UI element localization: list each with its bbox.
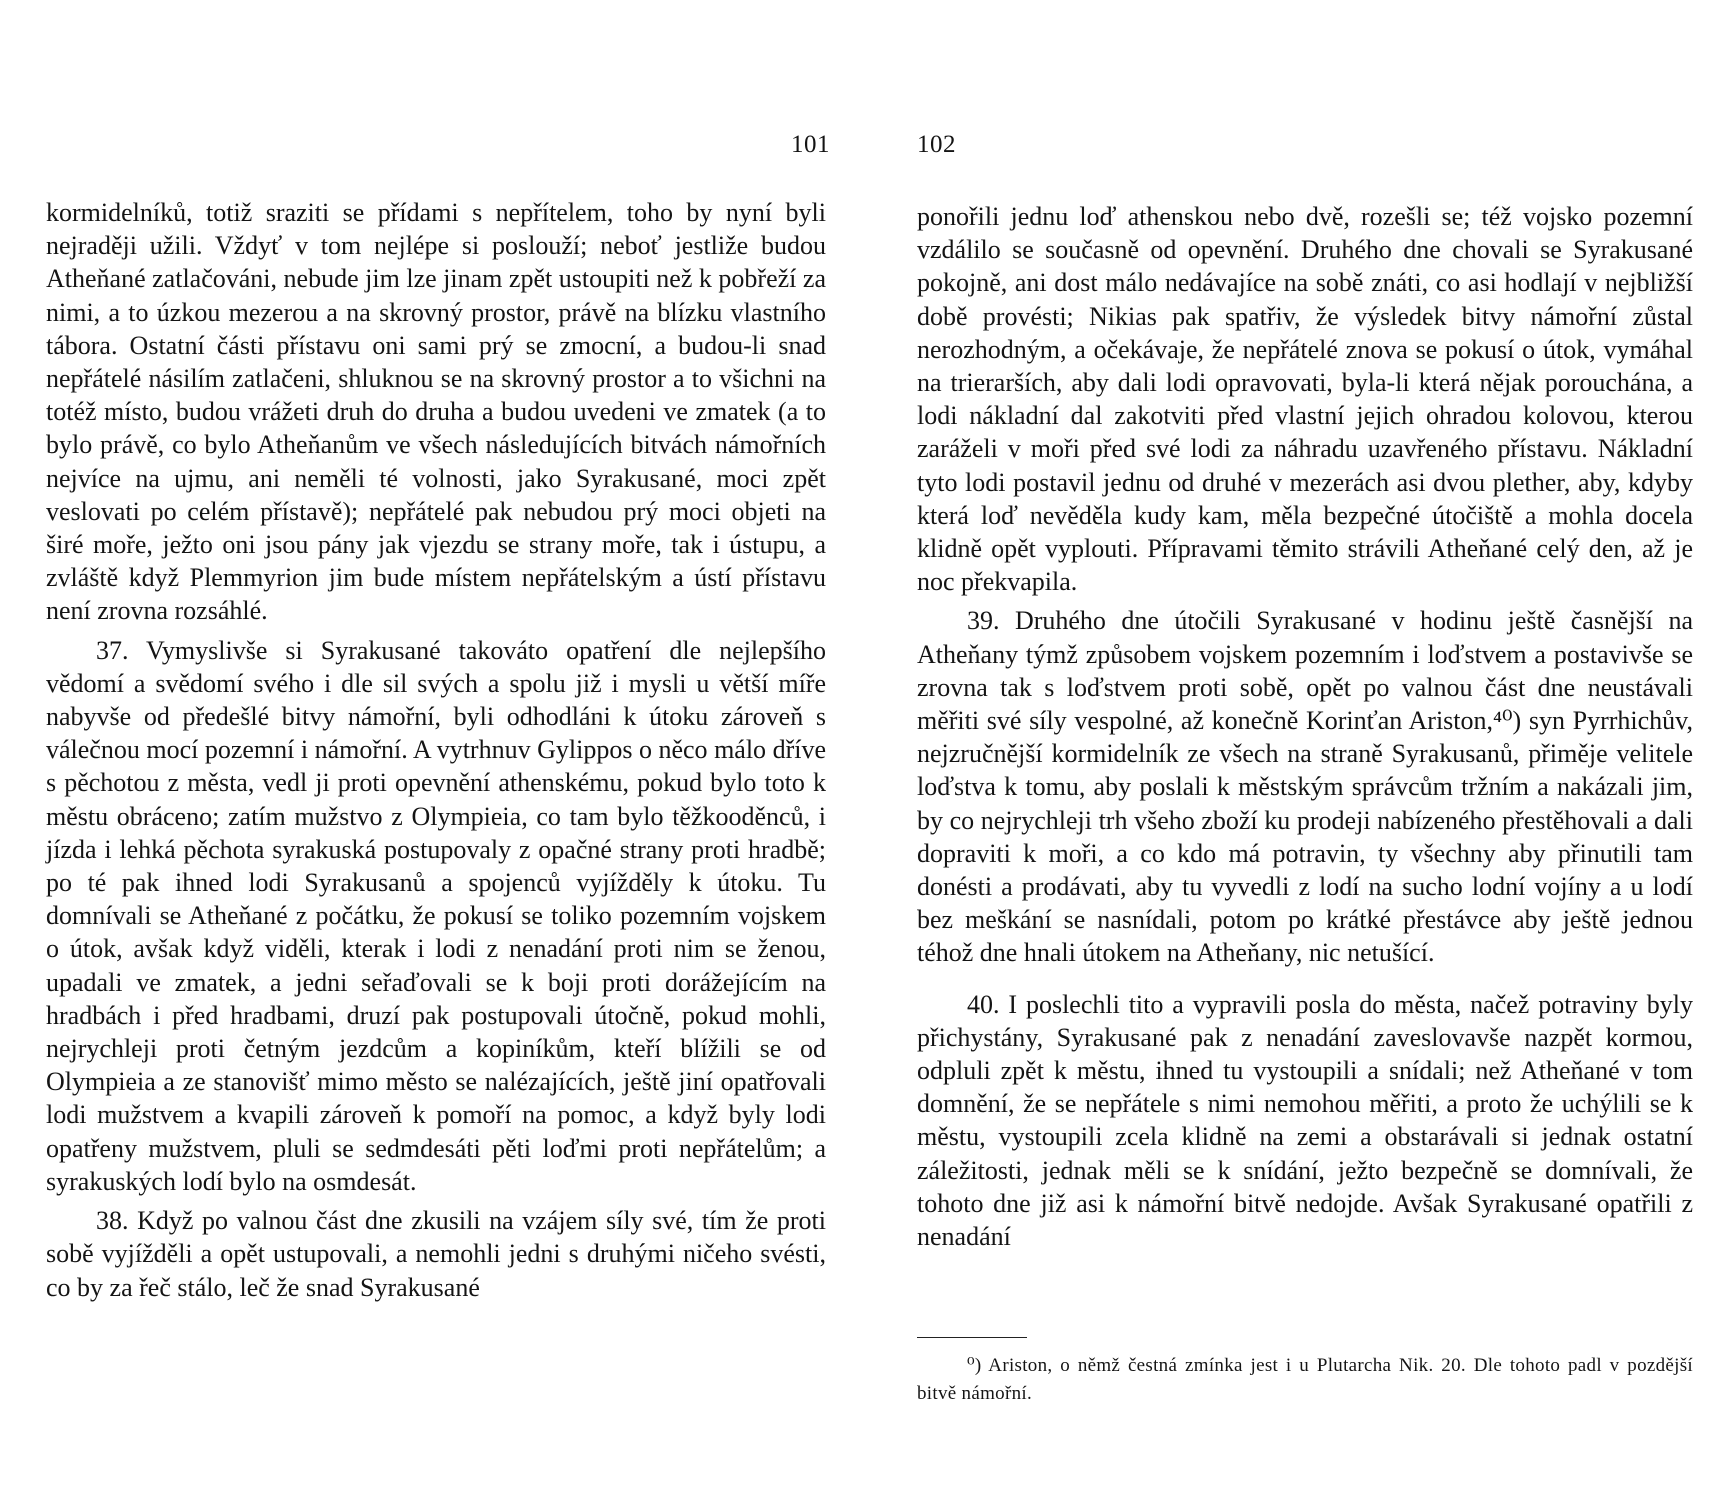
footnote-text: Ariston, o němž čestná zmínka jest i u Plutarcha Nik. 20. Dle tohoto padl v pozdější bitvě námořní.	[917, 1355, 1693, 1404]
footnote-marker: ⁰)	[967, 1355, 982, 1376]
page-number: 102	[917, 131, 956, 158]
footnote-divider	[917, 1337, 1027, 1338]
paragraph-39: 39. Druhého dne útočili Syrakusané v hodinu ještě časnější na Atheňany týmž způsobem vojskem pozemním i loďstvem a postavivše se zrovna tak s loďstvem proti sobě, opět po valnou část dne neustávali měřiti své síly vespolné, až konečně Korinťan Ariston,⁴⁰) syn Pyrrhichův, nejzručnější kormidelník ze všech na straně Syrakusanů, přiměje velitele loďstva k tomu, aby poslali k městským správcům tržním a nakázali jim, by co nejrychleji trh všeho zboží ku prodeji nabízeného přestěhovali a dali dopraviti k moři, a co kdo má potravin, ty všechny aby přinutili tam donésti a prodávati, aby tu vyvedli z lodí na sucho lodní vojíny a u lodí bez meškání se nasnídali, potom po krátké přestávce aby ještě jednou téhož dne hnali útokem na Atheňany, nic netušící.	[917, 606, 1693, 968]
page-body	[917, 200, 1693, 1253]
paragraph-40: 40. I poslechli tito a vypravili posla do města, načež potraviny byly přichystány, Syrakusané pak z nenadání zaveslovavše nazpět kormou, odpluli zpět k městu, ihned tu vystoupili a snídali; než Atheňané v tom domnění, že se nepřátele s nimi nemohou měřiti, a proto že uchýlili se k městu, vystoupili zcela klidně na zemi a obstarávali si jednak ostatní záležitosti, jednak měli se k snídání, ježto bezpečně se domnívali, že tohoto dne již asi k námořní bitvě nedojde. Avšak Syrakusané opatřili z nenadání	[917, 989, 1693, 1252]
left-page	[46, 0, 830, 1500]
page-body	[46, 196, 826, 1304]
paragraph-continued: ponořili jednu loď athenskou nebo dvě, rozešli se; též vojsko pozemní vzdálilo se současně od opevnění. Druhého dne chovali se Syrakusané pokojně, ani dost málo nedávajíce na sobě znáti, co asi hodlají v nejbližší době provésti; Nikias pak spatřiv, že výsledek bitvy námořní zůstal nerozhodným, a očekávaje, že nepřátelé znova se pokusí o útok, vymáhal na trierarších, aby dali lodi opravovati, byla-li která nějak porouchána, a lodi nákladní dal zakotviti před vlastní jejich ohradou kolovou, kterou zaráželi v moři před své lodi za náhradu uzavřeného přístavu. Nákladní tyto lodi postavil jednu od druhé v mezerách asi dvou plether, aby, kdyby která loď nevěděla kudy kam, měla bezpečné útočiště a mohla docela klidně opět vyplouti. Přípravami těmito strávili Atheňané celý den, až je noc překvapila.	[917, 202, 1693, 597]
paragraph-38: 38. Když po valnou část dne zkusili na vzájem síly své, tím že proti sobě vyjížděli a opět ustupovali, a nemohli jedni s druhými ničeho svésti, co by za řeč stálo, leč že snad Syrakusané	[46, 1206, 826, 1302]
right-page	[917, 0, 1697, 1500]
footnote	[917, 1352, 1693, 1408]
page-number: 101	[791, 131, 830, 158]
paragraph-37: 37. Vymyslivše si Syrakusané takováto opatření dle nejlepšího vědomí a svědomí svého i dle sil svých a spolu již i mysli u větší míře nabyvše od předešlé bitvy námořní, byli odhodláni k útoku zároveň s válečnou mocí pozemní i námořní. A vytrhnuv Gylippos o něco málo dříve s pěchotou z města, vedl ji proti opevnění athenskému, pokud bylo toto k městu obráceno; zatím mužstvo z Olympieia, co tam bylo těžkooděnců, i jízda i lehká pěchota syrakuská postupovaly z opačné strany proti hradbě; po té pak ihned lodi Syrakusanů a spojenců vyjížděly k útoku. Tu domnívali se Atheňané z počátku, že pokusí se toliko pozemním vojskem o útok, avšak když viděli, kterak i lodi z nenadání proti nim se ženou, upadali ve zmatek, a jedni seřaďovali se k boji proti dorážejícím na hradbách i před hradbami, druzí pak postupovali útočně, pokud mohli, nejrychleji proti četným jezdcům a kopiníkům, kteří blížili se od Olympieia a ze stanovišť mimo město se nalézajících, ještě jiní opatřovali lodi mužstvem a kvapili zároveň k pomoří na pomoc, a když byly lodi opatřeny mužstvem, pluli se sedmdesáti pěti loďmi proti nepřátelům; a syrakuských lodí bylo na osmdesát.	[46, 635, 826, 1196]
paragraph-continued: kormidelníků, totiž sraziti se přídami s nepřítelem, toho by nyní byli nejraději užili. Vždyť v tom nejlépe si poslouží; neboť jestliže budou Atheňané zatlačováni, nebude jim lze jinam zpět ustoupiti než k pobřeží za nimi, a to úzkou mezerou a na skrovný prostor, právě na blízku vlastního tábora. Ostatní části přístavu oni sami prý se zmocní, a budou-li snad nepřátelé násilím zatlačeni, shluknou se na skrovný prostor a to všichni na totéž místo, budou vrážeti druh do druha a budou uvedeni ve zmatek (a to bylo právě, co bylo Atheňanům ve všech následujících bitvách námořních nejvíce na ujmu, ani neměli té volnosti, jako Syrakusané, moci zpět veslovati po celém přístavě); nepřátelé pak nebudou prý moci objeti na širé moře, ježto oni jsou pány jak vjezdu se strany moře, tak i ústupu, a zvláště když Plemmyrion jim bude místem nepřátelským a ústí přístavu není zrovna rozsáhlé.	[46, 198, 826, 626]
